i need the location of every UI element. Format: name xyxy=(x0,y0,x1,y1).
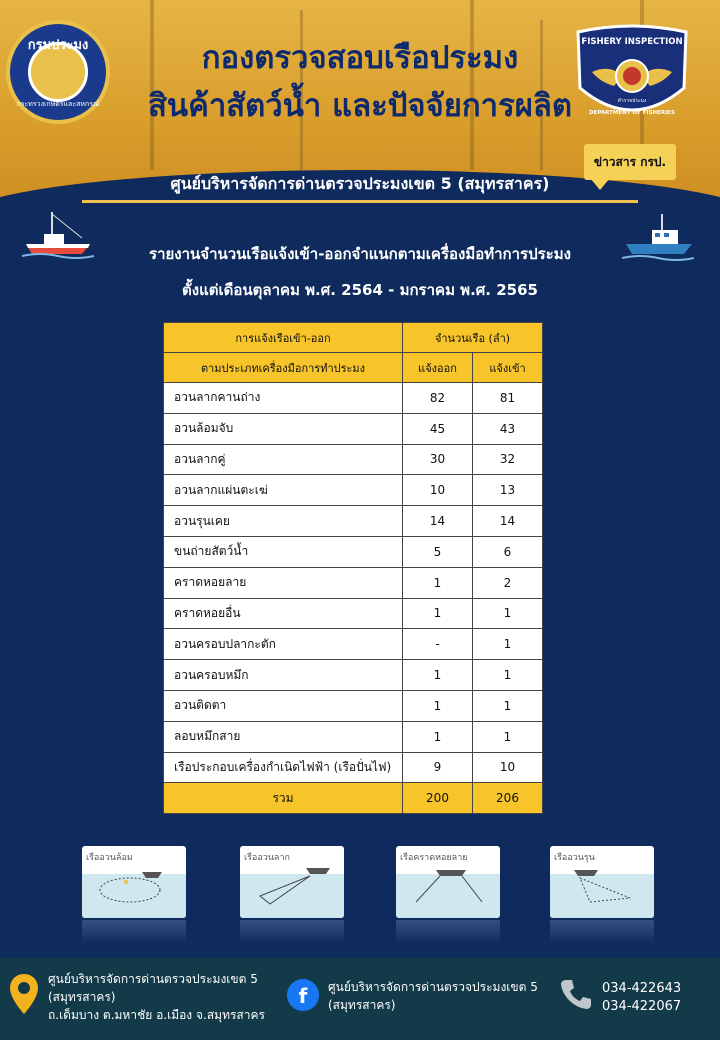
center-title: ศูนย์บริหารจัดการด่านตรวจประมงเขต 5 (สมุทรสาคร) xyxy=(170,174,550,193)
gear-type-cell: อวนลากคานถ่าง xyxy=(164,383,403,414)
gear-type-cell: เรือประกอบเครื่องกำเนิดไฟฟ้า (เรือปั่นไฟ) xyxy=(164,752,403,783)
arrivals-cell: 2 xyxy=(473,567,543,598)
phone-number-1[interactable]: 034-422643 xyxy=(602,981,682,996)
header-count: จำนวนเรือ (ลำ) xyxy=(403,323,543,353)
gear-type-cell: อวนครอบปลากะตัก xyxy=(164,629,403,660)
arrivals-cell: 1 xyxy=(473,721,543,752)
departures-cell: 1 xyxy=(403,721,473,752)
purse-seine-illustration xyxy=(82,858,186,918)
departures-cell: 5 xyxy=(403,536,473,567)
departures-cell: - xyxy=(403,629,473,660)
svg-text:ตำรวจประมง: ตำรวจประมง xyxy=(617,98,647,104)
arrivals-cell: 1 xyxy=(473,598,543,629)
page-title-line2: สินค้าสัตว์น้ำ และปัจจัยการผลิต xyxy=(147,88,573,124)
card-push-net: เรืออวนรุน xyxy=(550,846,654,918)
departures-cell: 9 xyxy=(403,752,473,783)
departures-cell: 1 xyxy=(403,598,473,629)
trawler-illustration xyxy=(240,858,344,918)
phone-number-2[interactable]: 034-422067 xyxy=(602,999,682,1014)
svg-text:FISHERY INSPECTION: FISHERY INSPECTION xyxy=(581,37,683,47)
table-row xyxy=(164,567,543,598)
table-row xyxy=(164,506,543,537)
departures-cell: 30 xyxy=(403,444,473,475)
gear-type-cell: คราดหอยลาย xyxy=(164,567,403,598)
svg-text:DEPARTMENT OF FISHERIES: DEPARTMENT OF FISHERIES xyxy=(589,110,675,116)
card-trawler: เรืออวนลาก xyxy=(240,846,344,918)
departures-cell: 14 xyxy=(403,506,473,537)
page-title-line1: กองตรวจสอบเรือประมง xyxy=(201,40,519,76)
arrivals-cell: 10 xyxy=(473,752,543,783)
gear-type-cell: อวนรุนเคย xyxy=(164,506,403,537)
report-title: รายงานจำนวนเรือแจ้งเข้า-ออกจำแนกตามเครื่องมือทำการประมง xyxy=(149,245,571,263)
department-of-fisheries-logo: กรมประมง กระทรวงเกษตรและสหกรณ์ xyxy=(6,20,110,124)
news-badge: ข่าวสาร กรป. xyxy=(584,144,676,180)
table-row xyxy=(164,383,543,414)
departures-cell: 1 xyxy=(403,567,473,598)
gear-type-cell: ลอบหมึกสาย xyxy=(164,721,403,752)
departures-cell: 1 xyxy=(403,660,473,691)
table-row xyxy=(164,444,543,475)
table-row xyxy=(164,629,543,660)
gear-type-cell: คราดหอยอื่น xyxy=(164,598,403,629)
table-row xyxy=(164,721,543,752)
arrivals-cell: 32 xyxy=(473,444,543,475)
facebook-icon[interactable] xyxy=(286,978,320,1012)
footer-address: ศูนย์บริหารจัดการด่านตรวจประมงเขต 5 (สมุทรสาคร) ถ.เด็มบาง ต.มหาชัย อ.เมือง จ.สมุทรสาคร xyxy=(48,972,265,1022)
gear-type-cell: อวนลากคู่ xyxy=(164,444,403,475)
report-period: ตั้งแต่เดือนตุลาคม พ.ศ. 2564 - มกราคม พ.ศ. 2565 xyxy=(182,281,538,299)
table-row xyxy=(164,536,543,567)
arrivals-cell: 43 xyxy=(473,413,543,444)
gear-type-cell: อวนครอบหมึก xyxy=(164,660,403,691)
departures-cell: 10 xyxy=(403,475,473,506)
table-row xyxy=(164,752,543,783)
departures-cell: 1 xyxy=(403,690,473,721)
total-in: 206 xyxy=(473,783,543,814)
arrivals-cell: 1 xyxy=(473,629,543,660)
location-pin-icon xyxy=(8,972,40,1016)
table-row xyxy=(164,660,543,691)
arrivals-cell: 1 xyxy=(473,660,543,691)
arrivals-cell: 13 xyxy=(473,475,543,506)
table-row xyxy=(164,690,543,721)
arrivals-cell: 81 xyxy=(473,383,543,414)
footer-facebook-page[interactable]: ศูนย์บริหารจัดการด่านตรวจประมงเขต 5 (สมุทรสาคร) xyxy=(328,980,538,1012)
table-row xyxy=(164,598,543,629)
title-divider xyxy=(82,200,638,203)
header-type: การแจ้งเรือเข้า-ออก xyxy=(164,323,403,353)
clam-dredge-illustration xyxy=(396,858,500,918)
gear-type-cell: อวนลากแผ่นตะเฆ่ xyxy=(164,475,403,506)
gear-type-cell: อวนติดตา xyxy=(164,690,403,721)
arrivals-cell: 1 xyxy=(473,690,543,721)
table-row xyxy=(164,475,543,506)
card-clam-dredge: เรือคราดหอยลาย xyxy=(396,846,500,918)
gear-type-cell: ขนถ่ายสัตว์น้ำ xyxy=(164,536,403,567)
departures-cell: 45 xyxy=(403,413,473,444)
header-type-2: ตามประเภทเครื่องมือการทำประมง xyxy=(164,353,403,383)
phone-icon xyxy=(558,976,594,1012)
vessel-report-table xyxy=(163,322,543,814)
table-row xyxy=(164,413,543,444)
arrivals-cell: 6 xyxy=(473,536,543,567)
total-label: รวม xyxy=(164,783,403,814)
arrivals-cell: 14 xyxy=(473,506,543,537)
footer-phones xyxy=(602,980,681,1016)
header-out: แจ้งออก xyxy=(403,353,473,383)
total-row xyxy=(164,783,543,814)
card-purse-seine: เรืออวนล้อม xyxy=(82,846,186,918)
gear-type-cell: อวนล้อมจับ xyxy=(164,413,403,444)
departures-cell: 82 xyxy=(403,383,473,414)
svg-text:f: f xyxy=(298,984,308,1008)
header-in: แจ้งเข้า xyxy=(473,353,543,383)
push-net-illustration xyxy=(550,858,654,918)
total-out: 200 xyxy=(403,783,473,814)
